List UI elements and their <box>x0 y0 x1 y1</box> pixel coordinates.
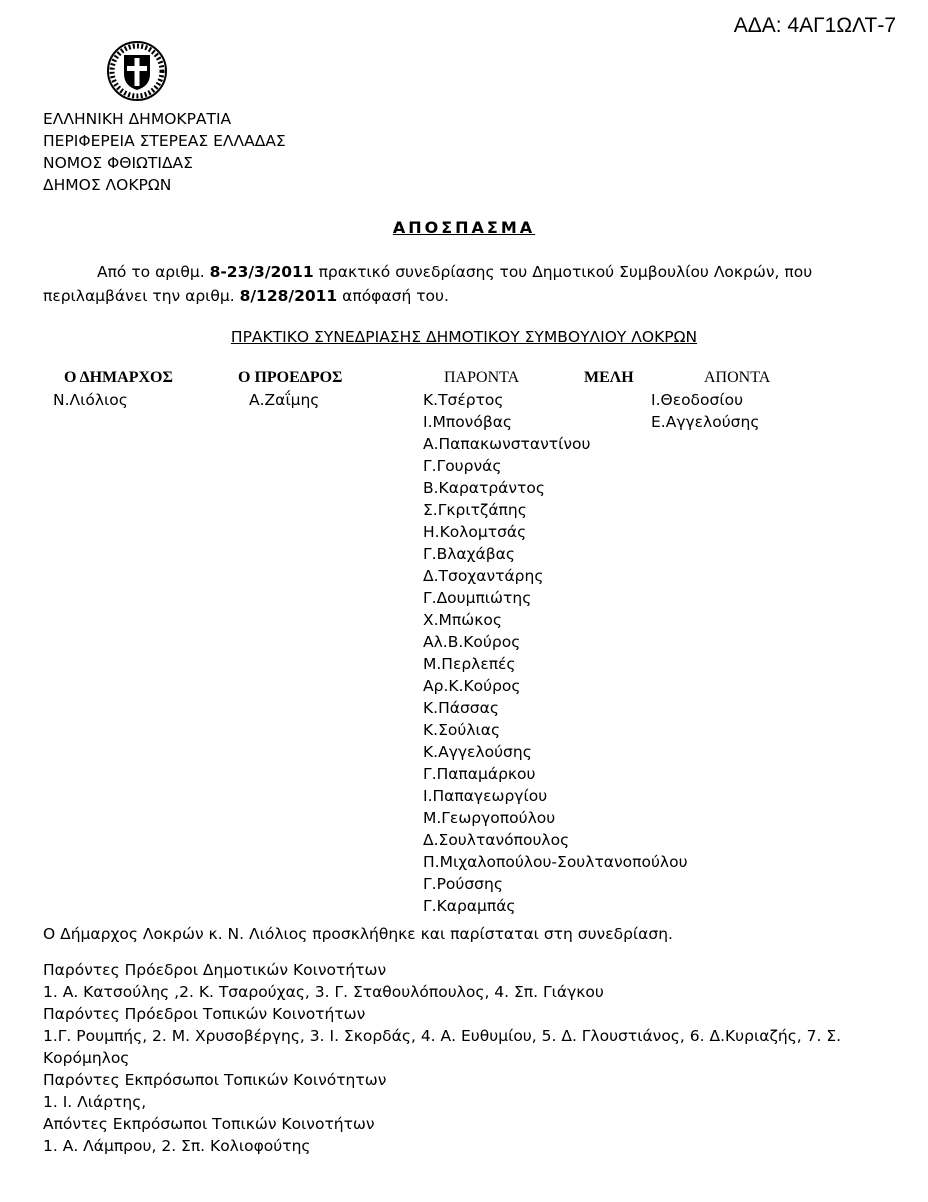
mayor-header: Ο ΔΗΜΑΡΧΟΣ <box>64 369 173 386</box>
note-line: 1.Γ. Ρουμπής, 2. Μ. Χρυσοβέργης, 3. Ι. Σκορδάς, 4. Α. Ευθυμίου, 5. Δ. Γλουστιάνος, 6. Δ.Κυριαζής, 7. Σ. Κορόμηλος <box>43 1027 842 1067</box>
issuer-header <box>43 108 286 196</box>
list-item: Β.Καρατράντος <box>423 479 545 497</box>
intro-text: πρακτικό συνεδρίασης του Δημοτικού Συμβουλίου Λοκρών, που περιλαμβάνει την αριθμ. <box>43 263 813 305</box>
president-name: Α.Ζαΐμης <box>249 391 320 409</box>
list-item: Ε.Αγγελούσης <box>651 413 760 431</box>
list-item: Κ.Αγγελούσης <box>423 743 532 761</box>
list-item: Μ.Περλεπές <box>423 655 516 673</box>
coat-of-arms-icon <box>106 40 168 102</box>
note-line: Παρόντες Πρόεδροι Τοπικών Κοινοτήτων <box>43 1005 366 1023</box>
list-item: Κ.Πάσσας <box>423 699 499 717</box>
list-item: Αρ.Κ.Κούρος <box>423 677 521 695</box>
minutes-subtitle: ΠΡΑΚΤΙΚΟ ΣΥΝΕΔΡΙΑΣΗΣ ΔΗΜΟΤΙΚΟΥ ΣΥΜΒΟΥΛΙΟΥ ΛΟΚΡΩΝ <box>230 328 698 346</box>
note-line: 1. Α. Λάμπρου, 2. Σπ. Κολιοφούτης <box>43 1137 311 1155</box>
members-header: ΜΕΛΗ <box>584 369 634 386</box>
list-item: Κ.Σούλιας <box>423 721 501 739</box>
list-item: Αλ.Β.Κούρος <box>423 633 521 651</box>
ada-code: ΑΔΑ: 4ΑΓ1ΩΛΤ-7 <box>733 14 896 37</box>
list-item: Η.Κολομτσάς <box>423 523 527 541</box>
absent-header: ΑΠΟΝΤΑ <box>704 369 771 386</box>
list-item: Χ.Μπώκος <box>423 611 502 629</box>
list-item: Σ.Γκριτζάπης <box>423 501 527 519</box>
list-item: Μ.Γεωργοπούλου <box>423 809 556 827</box>
minutes-number: 8-23/3/2011 <box>209 263 314 281</box>
list-item: Π.Μιχαλοπούλου-Σουλτανοπούλου <box>423 853 688 871</box>
president-header: Ο ΠΡΟΕΔΡΟΣ <box>238 369 343 386</box>
header-line: ΝΟΜΟΣ ΦΘΙΩΤΙΔΑΣ <box>43 154 193 172</box>
note-line: Απόντες Εκπρόσωποι Τοπικών Κοινοτήτων <box>43 1115 375 1133</box>
list-item: Α.Παπακωνσταντίνου <box>423 435 591 453</box>
note-line: 1. Α. Κατσούλης ,2. Κ. Τσαρούχας, 3. Γ. Σταθουλόπουλος, 4. Σπ. Γιάγκου <box>43 983 604 1001</box>
list-item: Γ.Δουμπιώτης <box>423 589 532 607</box>
list-item: Γ.Γουρνάς <box>423 457 502 475</box>
note-line: Παρόντες Πρόεδροι Δημοτικών Κοινοτήτων <box>43 961 387 979</box>
header-line: ΕΛΛΗΝΙΚΗ ΔΗΜΟΚΡΑΤΙΑ <box>43 110 232 128</box>
list-item: Γ.Ρούσσης <box>423 875 503 893</box>
note-line: 1. Ι. Λιάρτης, <box>43 1093 147 1111</box>
note-line <box>43 945 903 959</box>
mayor-name: Ν.Λιόλιος <box>53 391 128 409</box>
present-header: ΠΑΡΟΝΤΑ <box>444 369 520 386</box>
note-line: Παρόντες Εκπρόσωποι Τοπικών Κοινότητων <box>43 1071 387 1089</box>
list-item: Γ.Βλαχάβας <box>423 545 515 563</box>
list-item: Γ.Παπαμάρκου <box>423 765 536 783</box>
list-item: Ι.Παπαγεωργίου <box>423 787 548 805</box>
note-line: Ο Δήμαρχος Λοκρών κ. Ν. Λιόλιος προσκλήθηκε και παρίσταται στη συνεδρίαση. <box>43 925 673 943</box>
list-item: Ι.Θεοδοσίου <box>651 391 744 409</box>
document-title: ΑΠΟΣΠΑΣΜΑ <box>392 218 536 237</box>
list-item: Δ.Σουλτανόπουλος <box>423 831 570 849</box>
header-line: ΔΗΜΟΣ ΛΟΚΡΩΝ <box>43 176 172 194</box>
decision-number: 8/128/2011 <box>239 287 338 305</box>
list-item: Κ.Τσέρτος <box>423 391 504 409</box>
list-item: Ι.Μπονόβας <box>423 413 513 431</box>
list-item: Γ.Καραμπάς <box>423 897 516 915</box>
header-line: ΠΕΡΙΦΕΡΕΙΑ ΣΤΕΡΕΑΣ ΕΛΛΑΔΑΣ <box>43 132 286 150</box>
intro-text: Από το αριθμ. <box>97 263 210 281</box>
present-members-list <box>423 389 688 917</box>
attendance-notes <box>43 923 903 1157</box>
absent-members-list <box>651 389 759 433</box>
intro-text: απόφασή του. <box>337 287 449 305</box>
list-item: Δ.Τσοχαντάρης <box>423 567 544 585</box>
intro-paragraph <box>43 260 893 308</box>
